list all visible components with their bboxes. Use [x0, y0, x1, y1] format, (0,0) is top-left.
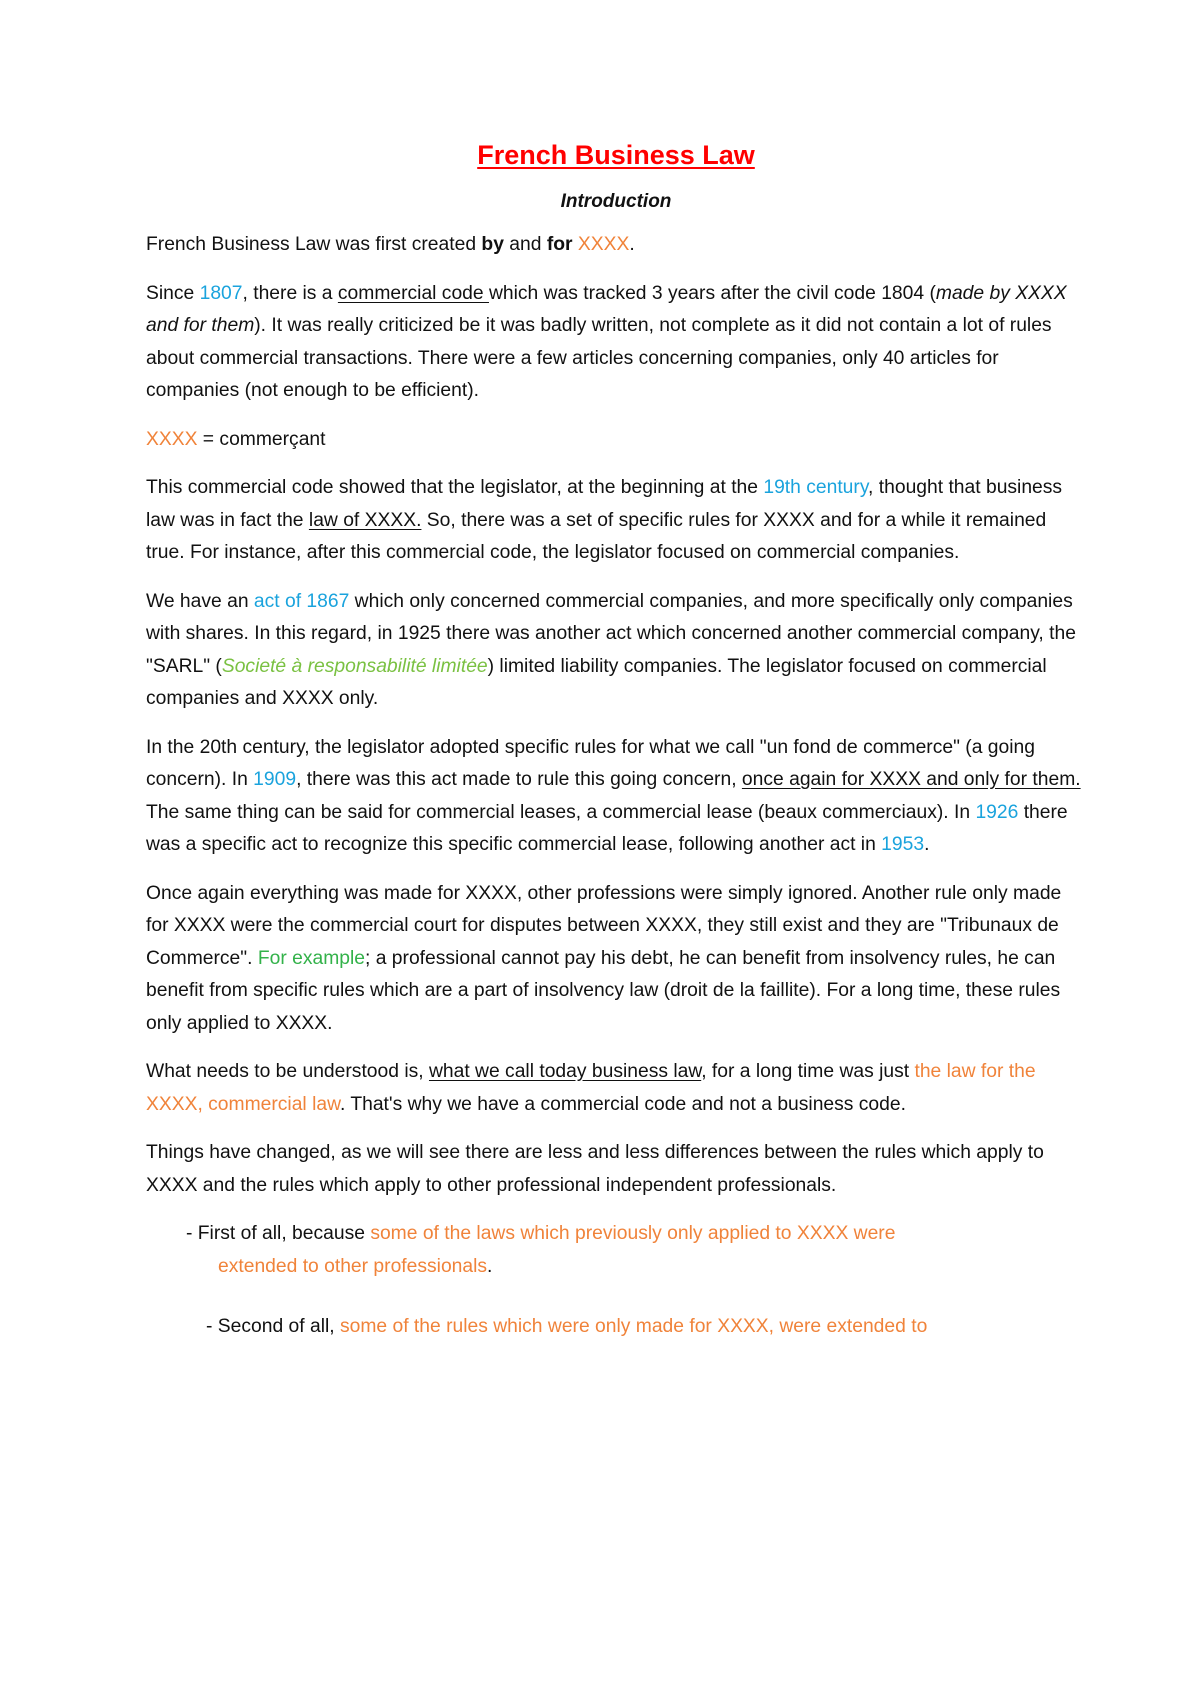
underlined-text: commercial code [337, 282, 489, 304]
highlight-act: act of 1867 [253, 590, 350, 612]
highlight-year: 1953 [881, 834, 925, 855]
highlight-year: 1807 [199, 282, 243, 304]
bold-by: by [481, 234, 504, 255]
highlight-orange-text: the law for the XXXX, commercial law [146, 1061, 1036, 1115]
paragraph-9: Things have changed, as we will see there are less and less differences between the rules which apply to XXXX and the rules which apply to other professional independent professionals. [146, 1142, 1044, 1196]
highlight-example: For example [257, 947, 366, 969]
underlined-text: law of XXXX. [308, 509, 422, 531]
list-item: - First of all, because some of the laws which previously only applied to XXXX were extended to other professionals. [186, 1218, 1086, 1283]
bold-for: for [546, 234, 573, 255]
italic-text: made by XXXX and for them [146, 282, 1067, 336]
paragraph-6: In the 20th century, the legislator adopted specific rules for what we call "un fond de commerce" (a going concern). In 1909, there was this act made to rule this going concern, once again for XXXX and only for them. The same thing can be said for commercial leases, a commercial lease (beaux commerciaux). In 1926 there was a specific act to recognize this specific commercial lease, following another act in 1953. [146, 736, 1081, 855]
highlight-xxxx: XXXX [146, 428, 198, 450]
paragraph-1: French Business Law was first created by and for XXXX. [146, 234, 635, 255]
paragraph-2: Since 1807, there is a commercial code which was tracked 3 years after the civil code 1804 (made by XXXX and for them). It was really criticized be it was badly written, not complete as it did not contain a lot of rules about commercial transactions. There were a few articles concerning companies, only 40 articles for companies (not enough to be efficient). [146, 282, 1067, 401]
highlight-year: 1909 [253, 769, 297, 790]
section-heading: Introduction [560, 191, 672, 212]
document-title: French Business Law [477, 140, 755, 170]
document-body [146, 140, 1086, 1344]
list-item: - Second of all, some of the rules which were only made for XXXX, were extended to [206, 1316, 928, 1337]
highlight-orange-text: some of the laws which previously only applied to XXXX were [370, 1223, 896, 1244]
paragraph-3: XXXX = commerçant [146, 428, 326, 450]
paragraph-4: This commercial code showed that the legislator, at the beginning at the 19th century, thought that business law was in fact the law of XXXX. So, there was a set of specific rules for XXXX and for a while it remained true. For instance, after this commercial code, the legislator focused on commercial companies. [146, 477, 1063, 563]
underlined-text: once again for XXXX and only for them. [741, 769, 1081, 790]
list-item-continuation: extended to other professionals. [218, 1255, 493, 1277]
highlight-year: 1926 [975, 801, 1019, 823]
highlight-xxxx: XXXX [577, 234, 630, 255]
italic-green-text: Societé à responsabilité limitée [221, 655, 488, 677]
highlight-century: 19th century [763, 477, 869, 498]
paragraph-5: We have an act of 1867 which only concerned commercial companies, and more specifically only companies with shares. In this regard, in 1925 there was another act which concerned another commercial company, the "SARL" (Societé à responsabilité limitée) limited liability companies. The legislator focused on commercial companies and XXXX only. [146, 590, 1076, 709]
paragraph-8: What needs to be understood is, what we call today business law, for a long time was just the law for the XXXX, commercial law. That's why we have a commercial code and not a business code. [146, 1061, 1036, 1115]
highlight-orange-text: some of the rules which were only made for XXXX, were extended to [339, 1316, 928, 1337]
underlined-text: what we call today business law [428, 1061, 702, 1082]
highlight-orange-text: extended to other professionals [218, 1255, 488, 1277]
paragraph-7: Once again everything was made for XXXX, other professions were simply ignored. Another rule only made for XXXX were the commercial court for disputes between XXXX, they still exist and they are "Tribunaux de Commerce". For example; a professional cannot pay his debt, he can benefit from insolvency rules, he can benefit from specific rules which are a part of insolvency law (droit de la faillite). For a long time, these rules only applied to XXXX. [146, 882, 1062, 1034]
